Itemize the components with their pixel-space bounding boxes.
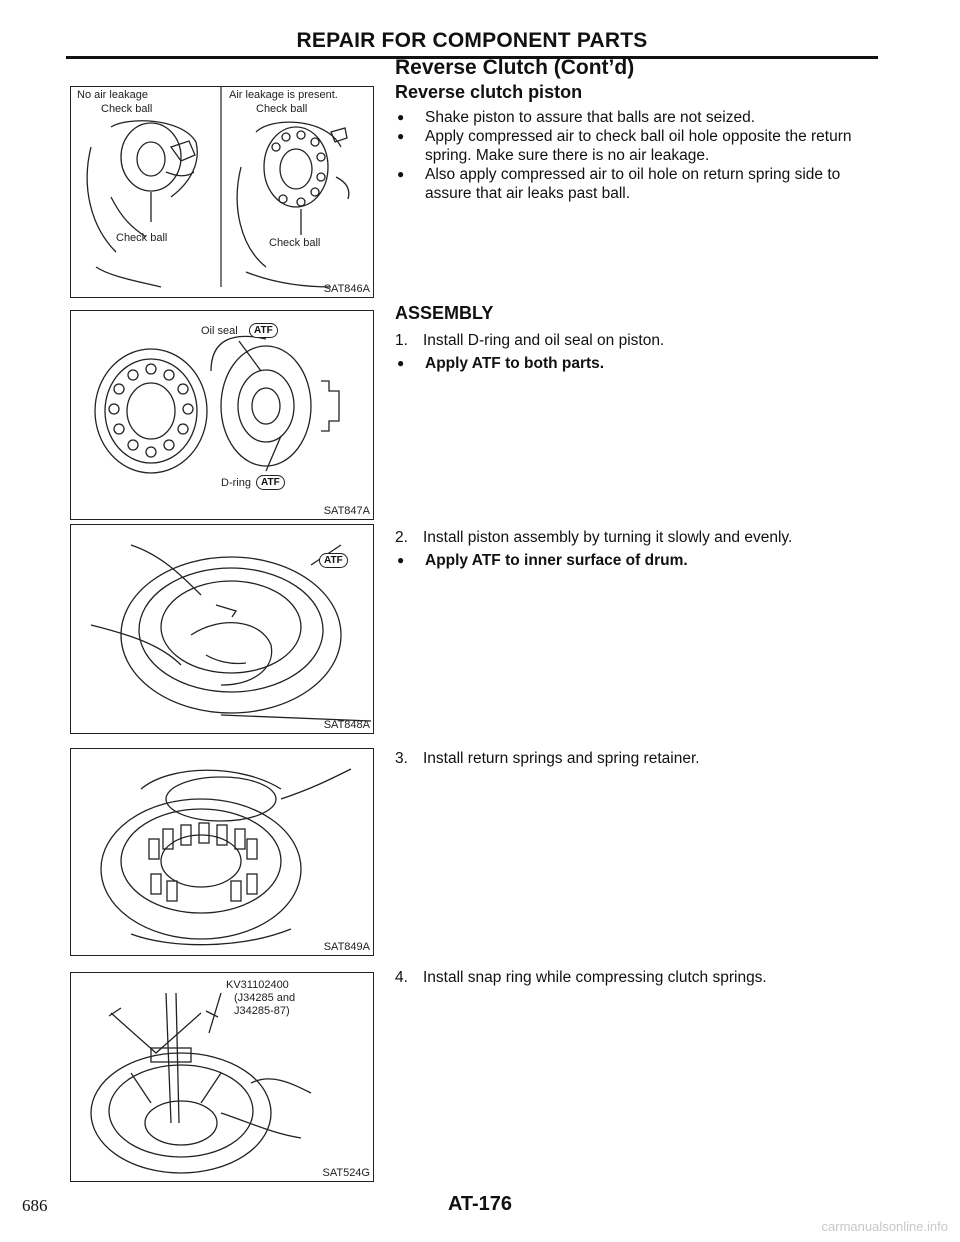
step-number: 4.: [395, 969, 408, 986]
label-tool-ref: (J34285 and: [234, 992, 296, 1004]
assembly-step-1: [395, 304, 885, 373]
step-row: [395, 528, 885, 547]
step-note-text: Apply ATF to both parts.: [425, 355, 605, 372]
atf-badge: ATF: [256, 475, 285, 490]
step-row: [395, 749, 885, 768]
figure-return-springs: [70, 748, 374, 956]
page-number: 686: [22, 1196, 48, 1215]
assembly-step-3: [395, 749, 885, 768]
label-air-leakage-present: Air leakage is present.: [229, 89, 338, 101]
bullet-dot: ●: [397, 110, 405, 124]
step-number: 2.: [395, 529, 408, 546]
piston-check-list: [395, 108, 885, 203]
label-check-ball: Check ball: [256, 103, 308, 115]
bullet-dot: ●: [397, 167, 405, 181]
bullet-dot: ●: [397, 553, 405, 567]
snap-ring-illustration: [71, 973, 373, 1181]
list-item-text: Apply compressed air to check ball oil hole opposite the return spring. Make sure there is no air leakage.: [425, 128, 852, 164]
list-item-text: Also apply compressed air to oil hole on return spring side to assure that air leaks past ball.: [425, 166, 841, 202]
label-d-ring: D-ring: [221, 477, 251, 489]
figure-dring-oil-seal: [70, 310, 374, 520]
subsection-title: Reverse clutch piston: [395, 82, 583, 102]
assembly-heading: ASSEMBLY: [395, 303, 494, 323]
step-text: Install return springs and spring retainer.: [423, 750, 700, 767]
figure-code: SAT846A: [323, 283, 370, 295]
step-text: Install piston assembly by turning it slowly and evenly.: [423, 529, 793, 546]
list-item: [395, 165, 885, 203]
step-note-text: Apply ATF to inner surface of drum.: [425, 552, 688, 569]
step-row: [395, 331, 885, 350]
label-check-ball: Check ball: [269, 237, 321, 249]
figure-code: SAT847A: [323, 505, 370, 517]
atf-badge: ATF: [249, 323, 278, 338]
step-note: [395, 551, 885, 570]
step-text: Install D-ring and oil seal on piston.: [423, 332, 665, 349]
check-ball-illustration: [71, 87, 373, 297]
atf-badge: ATF: [319, 553, 348, 568]
assembly-step-4: [395, 968, 885, 987]
figure-check-ball-test: [70, 86, 374, 298]
bullet-dot: ●: [397, 356, 405, 370]
step-number: 1.: [395, 332, 408, 349]
label-tool-number: KV31102400: [226, 979, 289, 991]
label-oil-seal: Oil seal: [201, 325, 238, 337]
figure-snap-ring: [70, 972, 374, 1182]
step-number: 3.: [395, 750, 408, 767]
list-item-text: Shake piston to assure that balls are not seized.: [425, 109, 756, 126]
list-item: [395, 108, 885, 127]
page-header: [66, 26, 878, 59]
step-row: [395, 968, 885, 987]
page-title: REPAIR FOR COMPONENT PARTS: [296, 29, 648, 52]
label-check-ball: Check ball: [116, 232, 168, 244]
label-tool-ref: J34285-87): [234, 1005, 290, 1017]
label-check-ball: Check ball: [101, 103, 153, 115]
step-note: [395, 354, 885, 373]
return-springs-illustration: [71, 749, 373, 955]
label-no-air-leakage: No air leakage: [77, 89, 148, 101]
figure-code: SAT848A: [323, 719, 370, 731]
step-text: Install snap ring while compressing clutch springs.: [423, 969, 767, 986]
figure-code: SAT849A: [323, 941, 370, 953]
list-item: [395, 127, 885, 165]
section-title: Reverse Clutch (Cont’d): [395, 56, 635, 79]
figure-piston-install: [70, 524, 374, 734]
bullet-dot: ●: [397, 129, 405, 143]
assembly-step-2: [395, 528, 885, 570]
watermark: carmanualsonline.info: [821, 1219, 948, 1234]
figure-code: SAT524G: [322, 1167, 370, 1179]
page-code: AT-176: [447, 1193, 513, 1215]
